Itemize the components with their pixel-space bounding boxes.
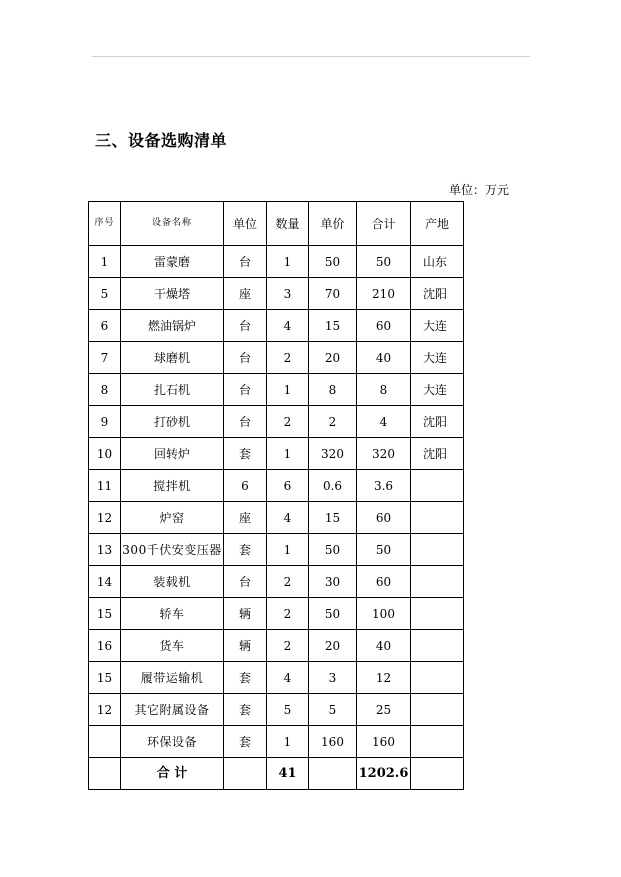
cell-origin: 沈阳 [411, 278, 464, 310]
cell-price: 30 [309, 566, 357, 598]
table-row [89, 598, 464, 630]
cell-name: 环保设备 [121, 726, 224, 758]
table-row [89, 470, 464, 502]
cell-name: 履带运输机 [121, 662, 224, 694]
table-row [89, 694, 464, 726]
cell-unit: 辆 [224, 630, 267, 662]
cell-no: 8 [89, 374, 121, 406]
cell-no: 11 [89, 470, 121, 502]
table-row [89, 438, 464, 470]
cell-name: 炉窑 [121, 502, 224, 534]
cell-total: 100 [357, 598, 411, 630]
section-heading: 三、设备选购清单 [95, 131, 228, 150]
cell-origin: 沈阳 [411, 438, 464, 470]
cell-name: 打砂机 [121, 406, 224, 438]
cell-qty: 2 [267, 630, 309, 662]
cell-no: 15 [89, 662, 121, 694]
cell-total: 40 [357, 630, 411, 662]
cell-total: 50 [357, 534, 411, 566]
cell-origin: 大连 [411, 342, 464, 374]
cell-no: 6 [89, 310, 121, 342]
cell-total: 40 [357, 342, 411, 374]
cell-origin [411, 662, 464, 694]
header-qty: 数量 [267, 202, 309, 246]
table-row [89, 502, 464, 534]
cell-total: 4 [357, 406, 411, 438]
table-row [89, 726, 464, 758]
cell-total: 60 [357, 310, 411, 342]
cell-unit: 台 [224, 246, 267, 278]
cell-price: 50 [309, 598, 357, 630]
cell-qty: 1 [267, 246, 309, 278]
cell-total: 60 [357, 566, 411, 598]
cell-origin [411, 598, 464, 630]
cell-no: 15 [89, 598, 121, 630]
cell-qty: 1 [267, 726, 309, 758]
cell-price: 50 [309, 534, 357, 566]
table-row [89, 534, 464, 566]
cell-name: 装载机 [121, 566, 224, 598]
table-row [89, 662, 464, 694]
cell-unit: 辆 [224, 598, 267, 630]
total-qty: 41 [267, 758, 309, 790]
cell-price: 8 [309, 374, 357, 406]
cell-unit: 台 [224, 566, 267, 598]
cell-name: 雷蒙磨 [121, 246, 224, 278]
cell-name: 货车 [121, 630, 224, 662]
table-header-row [89, 202, 464, 246]
cell-no: 16 [89, 630, 121, 662]
cell-unit: 台 [224, 310, 267, 342]
header-rule [92, 56, 530, 57]
total-amount: 1202.6 [357, 758, 411, 790]
cell-qty: 3 [267, 278, 309, 310]
cell-qty: 4 [267, 310, 309, 342]
cell-qty: 1 [267, 438, 309, 470]
cell-total: 60 [357, 502, 411, 534]
cell-qty: 2 [267, 342, 309, 374]
cell-no: 12 [89, 502, 121, 534]
cell-qty: 2 [267, 566, 309, 598]
cell-origin [411, 470, 464, 502]
table-row [89, 566, 464, 598]
header-no: 序号 [89, 202, 121, 246]
cell-name: 轿车 [121, 598, 224, 630]
cell-no: 12 [89, 694, 121, 726]
cell-price: 5 [309, 694, 357, 726]
cell-qty: 4 [267, 502, 309, 534]
header-origin: 产地 [411, 202, 464, 246]
header-unit: 单位 [224, 202, 267, 246]
cell-unit: 座 [224, 278, 267, 310]
cell-name: 干燥塔 [121, 278, 224, 310]
cell-name: 回转炉 [121, 438, 224, 470]
table-row [89, 374, 464, 406]
cell-no: 14 [89, 566, 121, 598]
header-price: 单价 [309, 202, 357, 246]
cell-total: 210 [357, 278, 411, 310]
cell-origin [411, 534, 464, 566]
cell-name: 300千伏安变压器 [121, 534, 224, 566]
cell-price: 15 [309, 502, 357, 534]
cell-name: 搅拌机 [121, 470, 224, 502]
header-total: 合计 [357, 202, 411, 246]
total-cell-unit [224, 758, 267, 790]
cell-origin [411, 726, 464, 758]
cell-name: 扎石机 [121, 374, 224, 406]
header-name: 设备名称 [121, 202, 224, 246]
cell-price: 3 [309, 662, 357, 694]
cell-total: 25 [357, 694, 411, 726]
cell-name: 球磨机 [121, 342, 224, 374]
cell-qty: 4 [267, 662, 309, 694]
cell-origin [411, 630, 464, 662]
cell-price: 15 [309, 310, 357, 342]
cell-unit: 座 [224, 502, 267, 534]
cell-price: 50 [309, 246, 357, 278]
cell-origin [411, 566, 464, 598]
cell-qty: 1 [267, 534, 309, 566]
cell-name: 燃油锅炉 [121, 310, 224, 342]
cell-total: 3.6 [357, 470, 411, 502]
cell-total: 12 [357, 662, 411, 694]
cell-origin: 沈阳 [411, 406, 464, 438]
cell-no: 9 [89, 406, 121, 438]
cell-price: 2 [309, 406, 357, 438]
cell-unit: 套 [224, 662, 267, 694]
cell-qty: 1 [267, 374, 309, 406]
cell-unit: 套 [224, 438, 267, 470]
cell-no: 13 [89, 534, 121, 566]
cell-unit: 套 [224, 534, 267, 566]
cell-unit: 6 [224, 470, 267, 502]
cell-no: 5 [89, 278, 121, 310]
cell-origin: 大连 [411, 374, 464, 406]
total-cell-price [309, 758, 357, 790]
cell-no: 1 [89, 246, 121, 278]
unit-note: 单位：万元 [449, 183, 510, 197]
table-row [89, 342, 464, 374]
table-row [89, 278, 464, 310]
table-row [89, 406, 464, 438]
cell-origin [411, 694, 464, 726]
cell-qty: 6 [267, 470, 309, 502]
total-cell-origin [411, 758, 464, 790]
cell-price: 20 [309, 630, 357, 662]
cell-total: 50 [357, 246, 411, 278]
cell-unit: 台 [224, 406, 267, 438]
cell-total: 160 [357, 726, 411, 758]
cell-origin: 山东 [411, 246, 464, 278]
cell-origin [411, 502, 464, 534]
cell-unit: 套 [224, 726, 267, 758]
cell-qty: 2 [267, 598, 309, 630]
cell-price: 0.6 [309, 470, 357, 502]
cell-origin: 大连 [411, 310, 464, 342]
table-row [89, 310, 464, 342]
cell-price: 320 [309, 438, 357, 470]
total-label: 合 计 [121, 758, 224, 790]
cell-name: 其它附属设备 [121, 694, 224, 726]
total-cell-no [89, 758, 121, 790]
cell-total: 320 [357, 438, 411, 470]
cell-total: 8 [357, 374, 411, 406]
cell-price: 70 [309, 278, 357, 310]
cell-price: 20 [309, 342, 357, 374]
table-row [89, 630, 464, 662]
cell-qty: 5 [267, 694, 309, 726]
table-row [89, 246, 464, 278]
cell-qty: 2 [267, 406, 309, 438]
cell-unit: 台 [224, 374, 267, 406]
cell-unit: 台 [224, 342, 267, 374]
cell-no: 7 [89, 342, 121, 374]
equipment-table [88, 201, 464, 790]
cell-no [89, 726, 121, 758]
cell-price: 160 [309, 726, 357, 758]
cell-unit: 套 [224, 694, 267, 726]
cell-no: 10 [89, 438, 121, 470]
total-row [89, 758, 464, 790]
